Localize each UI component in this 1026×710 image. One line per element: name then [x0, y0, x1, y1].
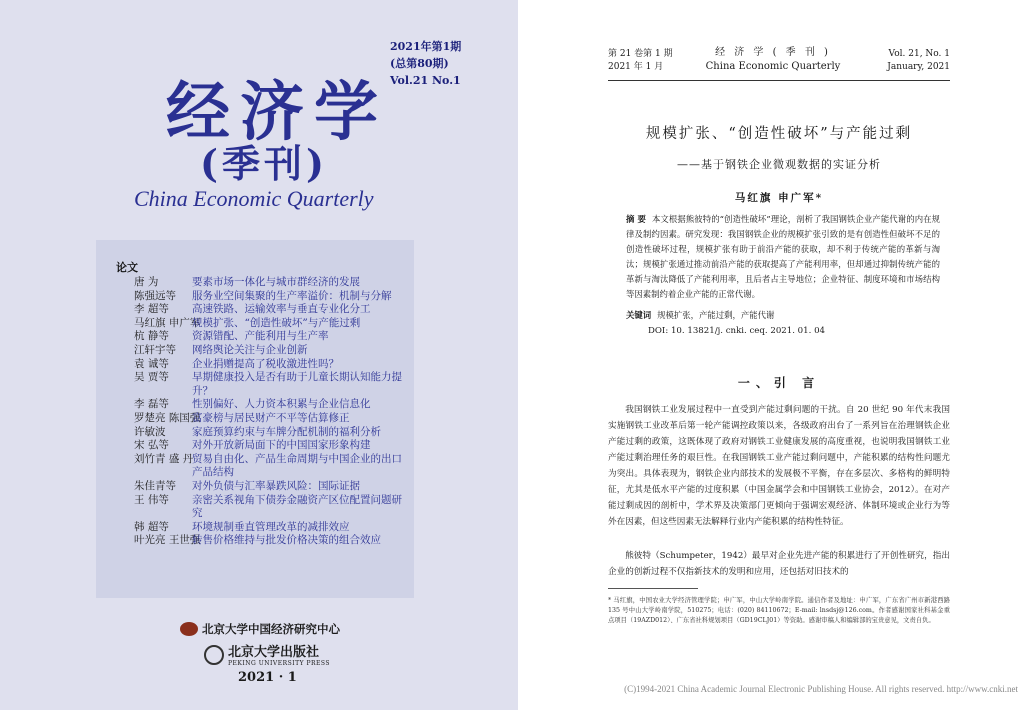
toc-item-title: 环境规制垂直管理改革的减排效应 [192, 520, 350, 533]
toc-item-author: 袁 诚等 [134, 357, 169, 370]
running-header-left [608, 48, 673, 74]
toc-item [134, 412, 410, 426]
issue-volume: Vol.21 No.1 [390, 74, 461, 87]
toc-item-author: 王 伟等 [134, 493, 169, 506]
toc-item-author: 刘竹青 盛 丹 [134, 452, 194, 465]
running-header-right [864, 48, 950, 74]
abstract [626, 212, 940, 302]
toc-item-author: 朱佳青等 [134, 479, 176, 492]
copyright-notice: (C)1994-2021 China Academic Journal Electronic Publishing House. All rights reserved. http://www.cnki.net [624, 684, 1018, 694]
cover-year: 2021 · 1 [238, 670, 297, 685]
doi: DOI: 10. 13821/j. cnki. ceq. 2021. 01. 04 [648, 326, 826, 336]
section-heading: 一、引 言 [737, 376, 821, 390]
toc-item-author: 罗楚亮 陈国强 [134, 411, 201, 424]
abstract-text: 本文根据熊彼特的“创造性破坏”理论，剖析了我国钢铁企业产能代谢的内在规律及制约因素。研究发现：我国钢铁企业的规模扩张引致的是有创造性但破坏不足的创造性破坏过程，规模扩张有助于前沿产能的获取，却不利于传统产能的革新与淘汰；规模扩张通过推动前沿产能的获取提高了产能利用率，但却通过抑制传统产能的革新与淘汰降低了产能利用率，且后者占主导地位；企业特征、制度环境和市场结构等因素制约着企业产能的正常代谢。 [626, 214, 941, 299]
press-seal-icon [204, 645, 224, 665]
toc-item-author: 李 超等 [134, 303, 169, 316]
toc-item-author: 宋 弘等 [134, 439, 169, 452]
toc-item [134, 521, 410, 535]
toc-item [134, 303, 410, 317]
toc-heading: 论文 [116, 261, 138, 274]
press-name-cn: 北京大学出版社 [228, 645, 320, 660]
toc-item [134, 276, 410, 290]
header-date-en: January, 2021 [887, 62, 950, 72]
cover-title: 经济学 [166, 75, 388, 150]
article-title: 规模扩张、“创造性破坏”与产能过剩 [645, 126, 913, 142]
toc-item [134, 453, 410, 480]
toc-item [134, 534, 410, 548]
header-volume-en: Vol. 21, No. 1 [888, 49, 950, 59]
research-center-logo-icon [180, 622, 198, 636]
publisher-research-center [180, 621, 340, 637]
toc-item [134, 426, 410, 440]
toc-item-title: 高速铁路、运输效率与垂直专业化分工 [192, 303, 371, 316]
toc-item-title: 早期健康投入是否有助于儿童长期认知能力提升？ [192, 371, 402, 397]
toc-item-author: 江轩宇等 [134, 343, 176, 356]
toc-item [134, 344, 410, 358]
header-volume-cn: 第 21 卷第 1 期 [608, 49, 673, 59]
publisher-press [204, 641, 330, 668]
toc-item [134, 330, 410, 344]
article-authors: 马红旗 申广军* [734, 192, 824, 204]
toc-item-author: 马红旗 申广军 [134, 316, 201, 329]
toc-item-author: 韩 超等 [134, 520, 169, 533]
toc-item [134, 494, 410, 521]
toc-item [134, 480, 410, 494]
toc-item-title: 亲密关系视角下债券金融资产区位配置问题研究 [192, 493, 402, 520]
footnote-divider [608, 588, 698, 589]
keywords-label: 关键词 [626, 310, 652, 320]
toc-item-author: 许敏波 [134, 425, 166, 438]
press-name-en: PEKING UNIVERSITY PRESS [228, 660, 331, 667]
toc-item-title: 规模扩张、“创造性破坏”与产能过剩 [192, 316, 361, 329]
toc-item-title: 要素市场一体化与城市群经济的发展 [192, 276, 360, 288]
toc-item [134, 317, 410, 331]
toc-item-author: 李 磊等 [134, 398, 169, 411]
toc-item-title: 网络舆论关注与企业创新 [192, 343, 308, 356]
toc-item-author: 陈强远等 [134, 289, 176, 302]
toc-list [134, 276, 410, 548]
toc-item-author: 叶光亮 王世强 [134, 534, 201, 547]
header-journal-en: China Economic Quarterly [705, 61, 841, 72]
abstract-label: 摘 要 [626, 214, 646, 224]
cover-subtitle: (季刊) [200, 141, 328, 186]
toc-item-title: 富豪榜与居民财产不平等估算修正 [192, 411, 350, 424]
toc-item [134, 398, 410, 412]
toc-item-author: 杭 静等 [134, 330, 169, 343]
toc-item-title: 转售价格维持与批发价格决策的组合效应 [192, 534, 381, 547]
issue-info [390, 38, 500, 89]
issue-total: (总第80期) [390, 57, 449, 70]
keywords [626, 308, 940, 323]
toc-item-title: 性别偏好、人力资本积累与企业信息化 [192, 398, 371, 411]
article-page [518, 0, 1026, 710]
toc-item-title: 资源错配、产能利用与生产率 [192, 330, 329, 343]
cover-english-title: China Economic Quarterly [134, 186, 374, 211]
body-paragraph: 熊彼特（Schumpeter，1942）最早对企业先进产能的积累进行了开创性研究，指出企业的创新过程不仅指新技术的发明和应用，还包括对旧技术的 [608, 551, 950, 577]
toc-item-title: 家庭预算约束与车牌分配机制的福利分析 [192, 425, 381, 438]
toc-item [134, 290, 410, 304]
toc-item-title: 服务业空间集聚的生产率溢价：机制与分解 [192, 289, 392, 302]
body-paragraph: 我国钢铁工业发展过程中一直受到产能过剩问题的干扰。自 20 世纪 90 年代末我国实施钢铁工业改革后第一轮产能调控政策以来，各级政府出台了一系列旨在治理钢铁企业产能过剩的政策，这既体现了政府对钢铁工业健康发展的高度重视，也说明我国钢铁工业产能过剩治理任务的艰巨性。在我国钢铁工业产能过剩问题中，产能积累的结构性问题尤为突出。具体表现为，钢铁企业内部技术的发展极不平衡，存在多层次、多格构的鲜明特征，尤其是低水平产能的过度积累（中国金属学会和中国钢铁工业协会，2012）。在对产能过剩成因的剖析中，学术界及决策部门更倾向于强调宏观经济、体制环境或企业行为等外在因素，但这些因素无法解释行业内产能积累的结构性特征。 [608, 405, 950, 527]
header-divider [608, 80, 950, 81]
toc-item [134, 439, 410, 453]
running-header-center [698, 46, 848, 74]
toc-item-title: 对外负债与汇率暴跌风险：国际证据 [192, 479, 360, 492]
toc-item-title: 贸易自由化、产品生命周期与中国企业的出口产品结构 [192, 452, 402, 479]
toc-item-author: 唐 为 [134, 276, 159, 288]
issue-number: 2021年第1期 [390, 40, 462, 53]
toc-item [134, 358, 410, 372]
toc-item [134, 371, 410, 398]
keywords-text: 规模扩张，产能过剩，产能代谢 [657, 310, 775, 320]
table-of-contents [96, 240, 414, 598]
article-subtitle: ——基于钢铁企业微观数据的实证分析 [677, 158, 881, 171]
toc-item-title: 对外开放新局面下的中国国家形象构建 [192, 439, 371, 452]
publisher-research-center-name: 北京大学中国经济研究中心 [202, 622, 340, 636]
toc-item-author: 吴 贾等 [134, 371, 169, 384]
header-journal-cn: 经 济 学 ( 季 刊 ) [715, 47, 831, 58]
footnote: * 马红旗，中国农业大学经济管理学院；申广军，中山大学岭南学院。通信作者及地址：申广军，广东省广州市新港西路 135 号中山大学岭南学院，510275；电话：(020) 84110672；E-mail: lnsdsj@126.com。作者感谢国家社科基金重点项目（19AZD012）、广东省社科规划项目（GD19CLJ01）等资助。感谢审稿人和编辑部的宝贵意见，文责自负。 [608, 597, 950, 624]
header-date-cn: 2021 年 1 月 [608, 62, 664, 72]
toc-item-title: 企业捐赠提高了税收激进性吗？ [192, 357, 339, 370]
